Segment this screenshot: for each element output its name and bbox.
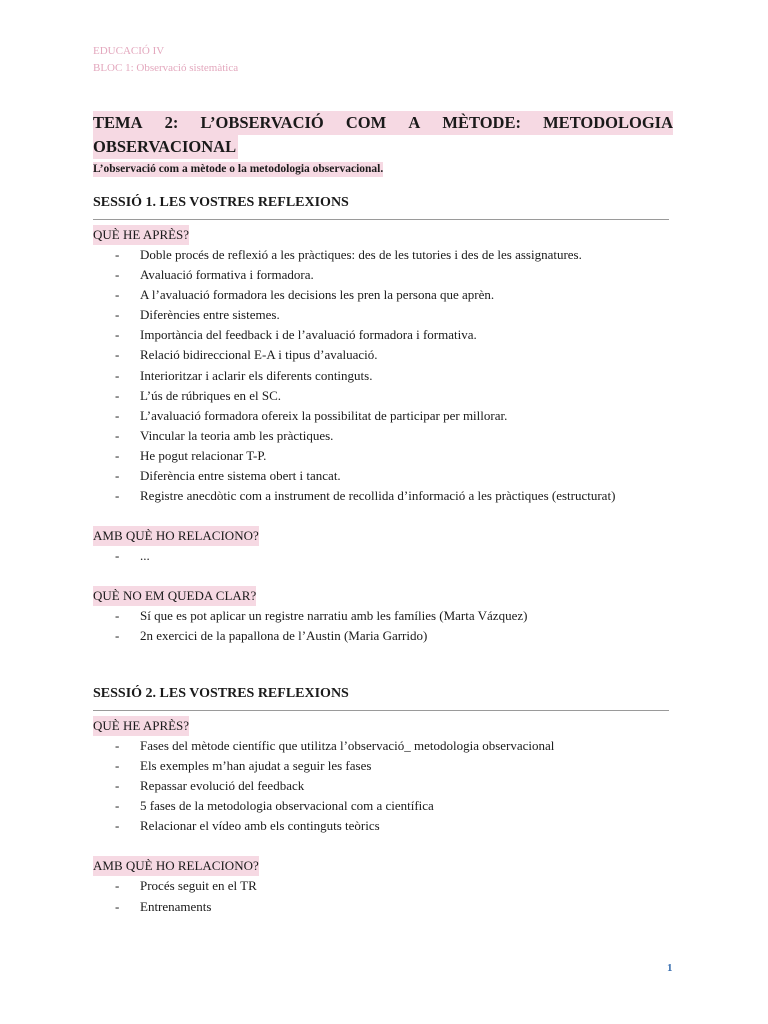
dash-bullet: - — [115, 488, 120, 504]
dash-bullet: - — [115, 878, 120, 894]
dash-bullet: - — [115, 287, 120, 303]
list-item — [93, 245, 669, 265]
list-item — [93, 776, 669, 796]
list-item-text: Repassar evolució del feedback — [140, 778, 305, 794]
list-item-text: Diferències entre sistemes. — [140, 307, 280, 323]
unclear-list — [93, 606, 669, 646]
list-item-text: Avaluació formativa i formadora. — [140, 267, 314, 283]
list-item — [93, 606, 669, 626]
list-item — [93, 305, 669, 325]
page-subtitle: L’observació com a mètode o la metodologia observacional. — [93, 163, 384, 175]
list-item-text: Registre anecdòtic com a instrument de recollida d’informació a les pràctiques (estructurat) — [140, 488, 616, 504]
list-item-text: Doble procés de reflexió a les pràctiques: des de les tutories i des de les assignatures. — [140, 247, 582, 262]
list-item — [93, 366, 669, 386]
session-title: SESSIÓ 1. LES VOSTRES REFLEXIONS — [93, 195, 349, 210]
divider — [93, 710, 669, 711]
dash-bullet: - — [115, 818, 120, 834]
dash-bullet: - — [115, 738, 120, 753]
learned-heading: QUÈ HE APRÈS? — [93, 716, 189, 736]
dash-bullet: - — [115, 898, 120, 914]
list-item — [93, 265, 669, 285]
title-line-2: OBSERVACIONAL — [93, 135, 238, 159]
dash-bullet: - — [115, 367, 120, 383]
relate-heading: AMB QUÈ HO RELACIONO? — [93, 526, 259, 546]
list-item — [93, 796, 669, 816]
dash-bullet: - — [115, 608, 120, 624]
list-item-text: Els exemples m’han ajudat a seguir les fases — [140, 758, 372, 774]
list-item — [93, 325, 669, 345]
list-item-text: Procés seguit en el TR — [140, 878, 257, 894]
list-item — [93, 446, 669, 466]
list-item-text: ... — [140, 548, 150, 564]
list-item-text: L’ús de rúbriques en el SC. — [140, 387, 282, 403]
list-item — [93, 626, 669, 646]
list-item — [93, 386, 669, 406]
dash-bullet: - — [115, 247, 120, 262]
list-item-text: He pogut relacionar T-P. — [140, 447, 267, 463]
dash-bullet: - — [115, 307, 120, 323]
list-item-text: Importància del feedback i de l’avaluació formadora i formativa. — [140, 327, 477, 343]
learned-heading: QUÈ HE APRÈS? — [93, 225, 189, 245]
dash-bullet: - — [115, 327, 120, 343]
list-item-text: 2n exercici de la papallona de l’Austin (Maria Garrido) — [140, 628, 428, 644]
title-word: A — [408, 113, 421, 132]
learned-list — [93, 245, 669, 506]
relate-list — [93, 876, 669, 916]
list-item-text: Diferència entre sistema obert i tancat. — [140, 468, 341, 484]
list-item-text: Fases del mètode científic que utilitza l’observació_ metodologia observacional — [140, 738, 555, 753]
list-item-text: Entrenaments — [140, 898, 212, 914]
list-item-text: Relació bidireccional E-A i tipus d’avaluació. — [140, 347, 378, 363]
title-word: 2: — [164, 113, 179, 132]
dash-bullet: - — [115, 548, 120, 564]
list-item — [93, 466, 669, 486]
page-title — [93, 111, 673, 159]
list-item — [93, 285, 669, 305]
page-header — [93, 43, 238, 77]
session-1 — [93, 193, 669, 647]
list-item — [93, 486, 669, 506]
list-item — [93, 426, 669, 446]
divider — [93, 219, 669, 220]
learned-list — [93, 736, 669, 836]
dash-bullet: - — [115, 267, 120, 283]
list-item-text: Vincular la teoria amb les pràctiques. — [140, 427, 334, 443]
title-line-1 — [93, 111, 673, 135]
session-2 — [93, 684, 669, 917]
dash-bullet: - — [115, 758, 120, 774]
dash-bullet: - — [115, 407, 120, 423]
title-word: TEMA — [93, 113, 143, 132]
title-word: MÈTODE: — [442, 113, 521, 132]
list-item — [93, 736, 669, 756]
dash-bullet: - — [115, 387, 120, 403]
list-item-text: L’avaluació formadora ofereix la possibilitat de participar per millorar. — [140, 407, 508, 423]
dash-bullet: - — [115, 347, 120, 363]
list-item — [93, 876, 669, 896]
list-item-text: A l’avaluació formadora les decisions les pren la persona que aprèn. — [140, 287, 495, 303]
list-item — [93, 406, 669, 426]
dash-bullet: - — [115, 778, 120, 794]
list-item — [93, 546, 669, 566]
dash-bullet: - — [115, 427, 120, 443]
block-name: BLOC 1: Observació sistemàtica — [93, 62, 239, 74]
title-block — [93, 111, 673, 177]
dash-bullet: - — [115, 798, 120, 814]
unclear-heading: QUÈ NO EM QUEDA CLAR? — [93, 586, 256, 606]
list-item — [93, 345, 669, 365]
list-item-text: Sí que es pot aplicar un registre narratiu amb les famílies (Marta Vázquez) — [140, 608, 528, 624]
dash-bullet: - — [115, 628, 120, 644]
list-item — [93, 816, 669, 836]
list-item-text: 5 fases de la metodologia observacional com a científica — [140, 798, 434, 814]
list-item-text: Relacionar el vídeo amb els continguts teòrics — [140, 818, 380, 834]
title-word: L’OBSERVACIÓ — [200, 113, 324, 132]
title-word: METODOLOGIA — [543, 113, 673, 132]
dash-bullet: - — [115, 468, 120, 484]
list-item-text: Interioritzar i aclarir els diferents continguts. — [140, 367, 373, 383]
page-number: 1 — [667, 962, 673, 974]
dash-bullet: - — [115, 447, 120, 463]
list-item — [93, 897, 669, 917]
course-name: EDUCACIÓ IV — [93, 45, 165, 57]
relate-heading: AMB QUÈ HO RELACIONO? — [93, 856, 259, 876]
relate-list — [93, 546, 669, 566]
session-title: SESSIÓ 2. LES VOSTRES REFLEXIONS — [93, 686, 349, 701]
title-word: COM — [345, 113, 387, 132]
list-item — [93, 756, 669, 776]
